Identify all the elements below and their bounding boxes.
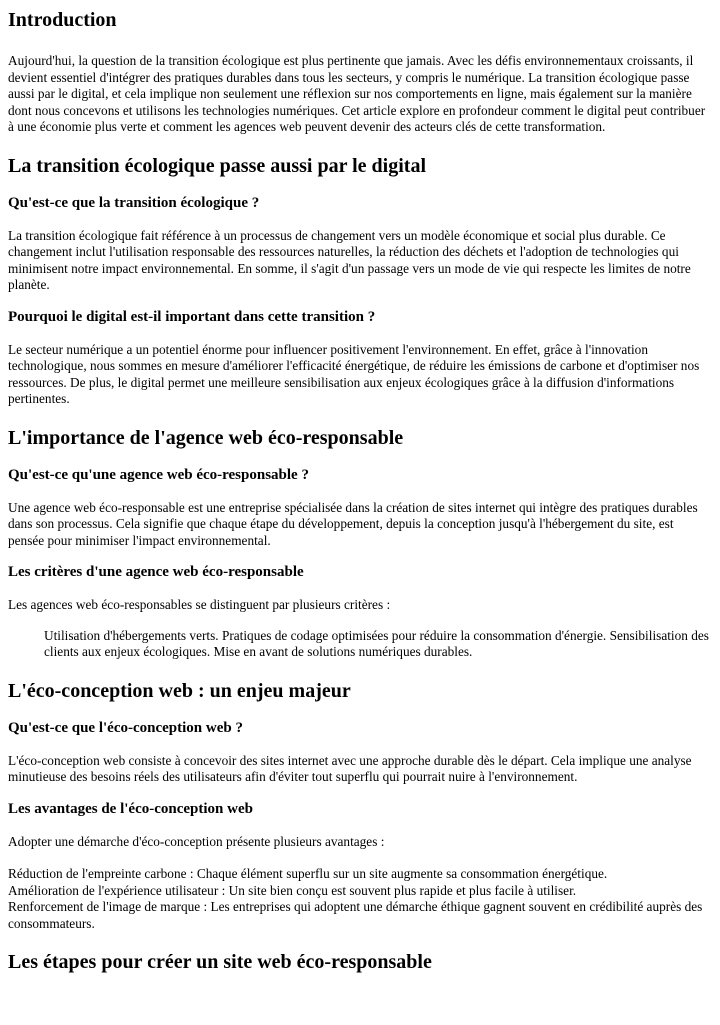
benefit-item: Réduction de l'empreinte carbone : Chaque élément superflu sur un site augmente sa consommation énergétique. <box>8 866 608 881</box>
section-heading-agency: L'importance de l'agence web éco-responsable <box>8 426 404 449</box>
section-heading-digital: La transition écologique passe aussi par le digital <box>8 154 427 177</box>
paragraph-agency-criteria: Les agences web éco-responsables se distinguent par plusieurs critères : <box>8 597 391 612</box>
intro-paragraph: Aujourd'hui, la question de la transition écologique est plus pertinente que jamais. Avec les défis environnementaux croissants, il devient essentiel d'intégrer des pratiques durables dans tous les secteurs, y compris le numérique. La transition écologique passe aussi par le digital, et cela implique non seulement une réflexion sur nos comportements en ligne, mais également sur la manière dont nous concevons et utilisons les technologies numériques. Cet article explore en profondeur comment le digital peut contribuer à une économie plus verte et comment les agences web peuvent devenir des acteurs clés de cette transformation. <box>8 53 706 134</box>
section-heading-steps: Les étapes pour créer un site web éco-responsable <box>8 951 432 973</box>
subheading-agency-criteria: Les critères d'une agence web éco-responsable <box>8 564 304 580</box>
subheading-digital-importance: Pourquoi le digital est-il important dans cette transition ? <box>8 308 376 325</box>
benefits-list <box>8 866 712 932</box>
paragraph-ecodesign-benefits: Adopter une démarche d'éco-conception présente plusieurs avantages : <box>8 833 385 849</box>
subheading-ecodesign-definition: Qu'est-ce que l'éco-conception web ? <box>8 719 243 736</box>
benefit-item: Renforcement de l'image de marque : Les entreprises qui adoptent une démarche éthique gagnent souvent en crédibilité auprès des consommateurs. <box>8 899 703 931</box>
subheading-ecodesign-benefits: Les avantages de l'éco-conception web <box>8 800 253 817</box>
article <box>0 8 720 974</box>
paragraph-ecodesign-definition: L'éco-conception web consiste à concevoir des sites internet avec une approche durable dès le départ. Cela implique une analyse minutieuse des besoins réels des utilisateurs afin d'éviter tout superflu qui pourrait nuire à l'environnement. <box>8 752 692 784</box>
criteria-list <box>8 628 712 661</box>
criteria-item: Pratiques de codage optimisées pour réduire la consommation d'énergie. <box>221 627 607 643</box>
criteria-item: Utilisation d'hébergements verts. <box>44 627 219 643</box>
benefit-item: Amélioration de l'expérience utilisateur : Un site bien conçu est souvent plus rapide et plus facile à utiliser. <box>8 882 577 898</box>
criteria-item: Mise en avant de solutions numériques durables. <box>213 644 473 659</box>
subheading-transition-definition: Qu'est-ce que la transition écologique ? <box>8 194 260 211</box>
intro-heading: Introduction <box>8 9 117 31</box>
criteria-item: Sensibilisation des clients aux enjeux écologiques. <box>44 627 709 659</box>
paragraph-digital-importance: Le secteur numérique a un potentiel énorme pour influencer positivement l'environnement. En effet, grâce à l'innovation technologique, nous sommes en mesure d'améliorer l'efficacité énergétique, de réduire les émissions de carbone et d'optimiser nos ressources. De plus, le digital permet une meilleure sensibilisation aux enjeux écologiques grâce à la diffusion d'informations pertinentes. <box>8 341 700 406</box>
section-heading-ecodesign: L'éco-conception web : un enjeu majeur <box>8 679 351 702</box>
paragraph-transition-definition: La transition écologique fait référence à un processus de changement vers un modèle économique et social plus durable. Ce changement inclut l'utilisation responsable des ressources naturelles, la réduction des déchets et l'adoption de technologies qui minimisent notre impact environnemental. En somme, il s'agit d'un passage vers un mode de vie qui respecte les limites de notre planète. <box>8 227 691 292</box>
subheading-agency-definition: Qu'est-ce qu'une agence web éco-responsable ? <box>8 466 309 483</box>
paragraph-agency-definition: Une agence web éco-responsable est une entreprise spécialisée dans la création de sites internet qui intègre des pratiques durables dans son processus. Cela signifie que chaque étape du développement, depuis la conception jusqu'à l'hébergement du site, est pensée pour minimiser l'impact environnemental. <box>8 499 698 548</box>
